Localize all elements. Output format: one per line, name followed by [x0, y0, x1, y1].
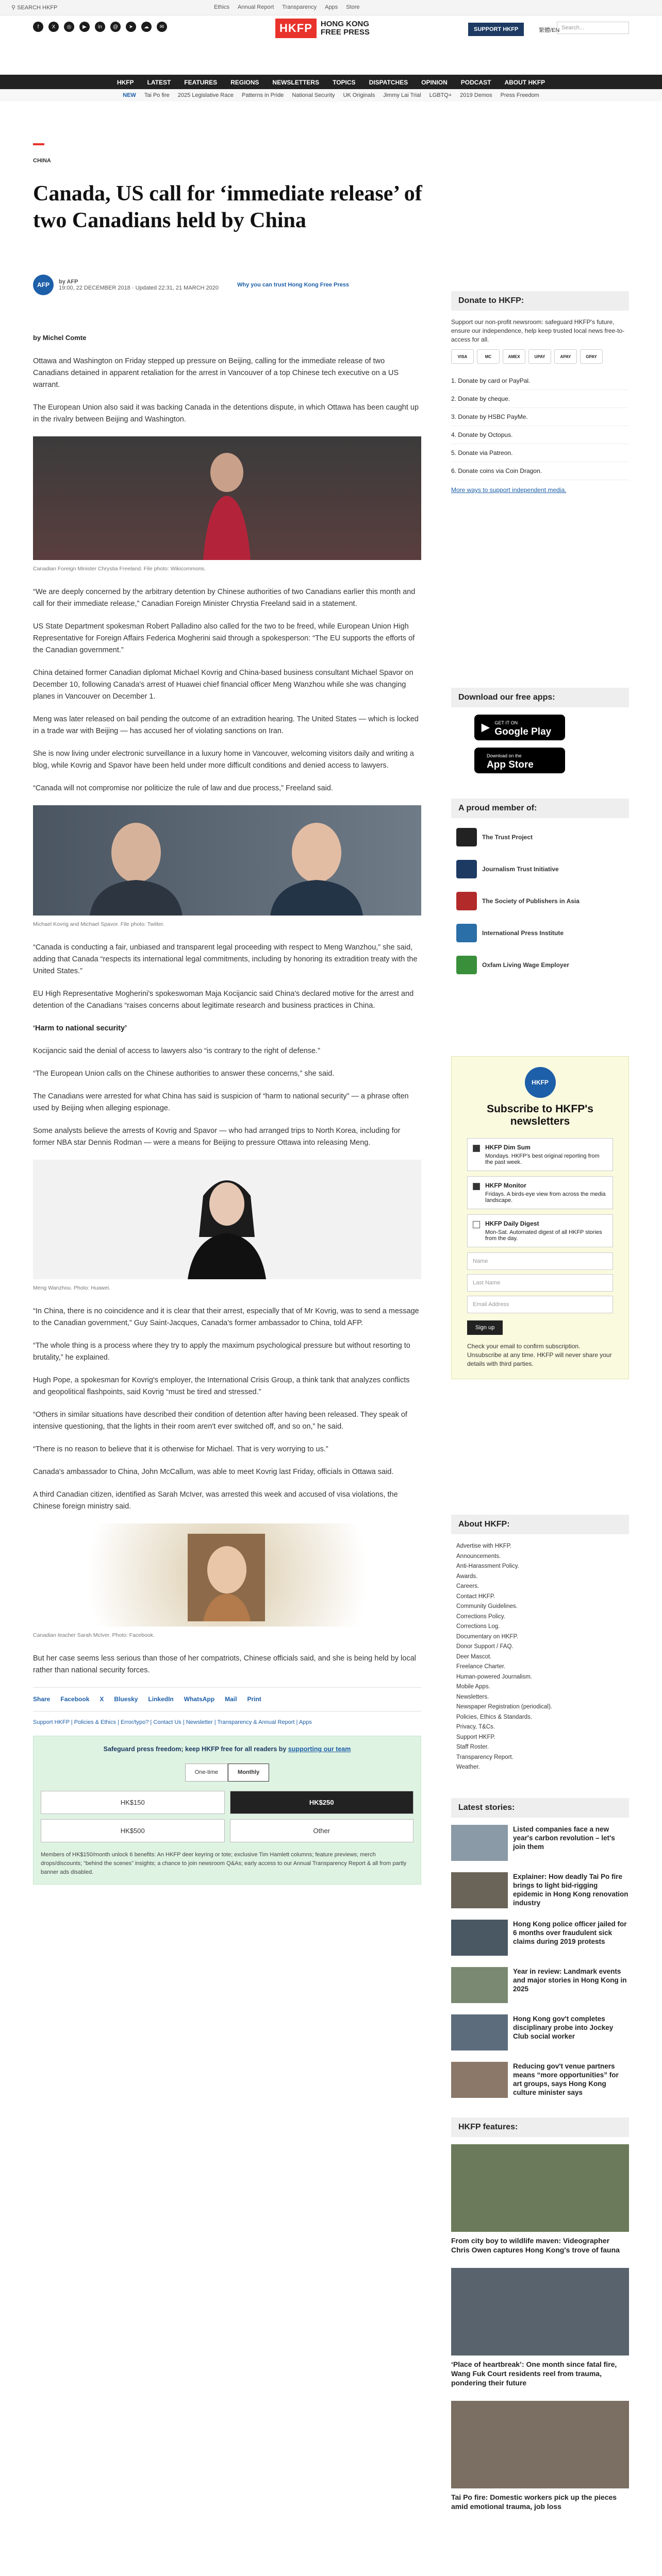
about-link[interactable]: Community Guidelines.: [456, 1603, 518, 1609]
donate-option[interactable]: 1. Donate by card or PayPal.: [451, 372, 629, 390]
subheading-text: ‘Harm to national security’: [33, 1024, 127, 1032]
latest-title: Latest stories:: [451, 1798, 629, 1818]
publish-date: 19:00, 22 DECEMBER 2018 · Updated 22:31, 21 MARCH 2020: [59, 285, 219, 291]
paragraph: “The European Union calls on the Chinese authorities to answer these concerns,” she said.: [33, 1070, 335, 1078]
sidebar-features: [451, 2117, 629, 2524]
unionpay-icon: UPAY: [528, 349, 551, 364]
newsletter-name: HKFP Dim Sum: [485, 1144, 531, 1151]
newsletter-option-monitor[interactable]: [467, 1176, 613, 1209]
oxfam-logo: [456, 956, 477, 974]
paragraph: The Canadians were arrested for what China has said is suspicion of “harm to national security” — a phrase often used by Beijing when alleging espionage.: [33, 1092, 409, 1112]
paragraph: Kocijancic said the denial of access to lawyers also “is contrary to the right of defense.”: [33, 1047, 320, 1055]
about-link[interactable]: Deer Mascot.: [456, 1653, 492, 1660]
paragraph: EU High Representative Mogherini's spokeswoman Maja Kocijancic said China's declared motive for the arrest and detention of the Canadians “raises concerns about legitimate research and business practices in China.: [33, 990, 414, 1010]
donation-heading-text: Safeguard press freedom; keep HKFP free for all readers by: [103, 1745, 288, 1753]
share-bar: [33, 1687, 421, 1711]
nav-regions[interactable]: REGIONS: [230, 79, 259, 86]
logo-mark: HKFP: [275, 19, 317, 38]
paragraph: A third Canadian citizen, identified as Sarah McIver, was arrested this week and accused of visa violations, the Chinese foreign ministry said.: [33, 1490, 398, 1511]
share-linkedin[interactable]: LinkedIn: [148, 1696, 174, 1703]
instagram-icon[interactable]: ◎: [64, 22, 74, 32]
feature-title: Tai Po fire: Domestic workers pick up the pieces amid emotional trauma, job loss: [451, 2493, 617, 2511]
x-icon[interactable]: X: [48, 22, 59, 32]
nav-opinion[interactable]: OPINION: [421, 79, 448, 86]
about-link[interactable]: Weather.: [456, 1764, 480, 1770]
donate-option[interactable]: 3. Donate by HSBC PayMe.: [451, 408, 629, 426]
email-field[interactable]: Email Address: [467, 1296, 613, 1313]
feature-title: ‘Place of heartbreak’: One month since fatal fire, Wang Fuk Court residents reel from trauma, pondering their future: [451, 2360, 617, 2387]
apps-title: Download our free apps:: [451, 688, 629, 707]
article-title: Canada, US call for ‘immediate release’ of two Canadians held by China: [33, 182, 422, 232]
jti-logo: [456, 860, 477, 878]
app-store-label: App Store: [487, 759, 534, 770]
author-avatar: AFP: [33, 275, 54, 295]
about-list: [451, 1541, 629, 1773]
utility-link-transparency[interactable]: Transparency: [282, 4, 317, 10]
share-label: Share: [33, 1696, 51, 1703]
newsletter-name: HKFP Monitor: [485, 1182, 526, 1189]
donation-frequency: [41, 1764, 413, 1782]
new-label: NEW: [123, 92, 136, 98]
paragraph: “The whole thing is a process where they try to apply the maximum psychological pressure but without resorting to brutality,” he explained.: [33, 1342, 410, 1362]
nav-features[interactable]: FEATURES: [184, 79, 218, 86]
paragraph: Hugh Pope, a spokesman for Kovrig's employer, the International Crisis Group, a think tank that analyzes conflicts and geopolitical flashpoints, said Kovrig “must be tired and stressed.”: [33, 1376, 410, 1396]
amount-other[interactable]: Other: [230, 1819, 414, 1842]
paragraph: The European Union also said it was backing Canada in the detentions dispute, in which Ottawa has been caught up in the rivalry between Beijing and Washington.: [33, 403, 419, 423]
app-store-badge[interactable]: [474, 748, 565, 773]
photo-meng-wanzhou: [33, 1160, 421, 1279]
latest-story[interactable]: [451, 1825, 629, 1861]
paragraph: But her case seems less serious than those of her compatriots, Chinese officials said, and she is being held by local rather than national security forces.: [33, 1654, 416, 1674]
trending-lgbtq[interactable]: LGBTQ+: [429, 92, 452, 98]
donate-option[interactable]: 6. Donate coins via Coin Dragon.: [451, 462, 629, 480]
trending-jimmy-lai[interactable]: Jimmy Lai Trial: [383, 92, 421, 98]
sopa-logo: [456, 892, 477, 910]
about-title: About HKFP:: [451, 1515, 629, 1534]
nav-hkfp[interactable]: HKFP: [117, 79, 134, 86]
nav-dispatches[interactable]: DISPATCHES: [369, 79, 408, 86]
donate-text[interactable]: Support our non-profit newsroom: safeguard HKFP's future, ensure our independence, help keep trusted local news free-to-access for all.: [451, 318, 625, 343]
photo-caption: Meng Wanzhou. Photo: Huawei.: [33, 1285, 111, 1291]
share-whatsapp[interactable]: WhatsApp: [184, 1696, 215, 1703]
about-link[interactable]: Transparency Report.: [456, 1754, 514, 1760]
donate-title: Donate to HKFP:: [451, 291, 629, 311]
paragraph: Ottawa and Washington on Friday stepped up pressure on Beijing, calling for the immediate release of two Canadians detained in apparent retaliation for the arrest in Vancouver of a top Chinese tech executive on a US warrant.: [33, 357, 399, 389]
social-icons: [33, 22, 167, 32]
hkfp-badge-icon: HKFP: [525, 1067, 556, 1098]
about-link[interactable]: Corrections Log.: [456, 1623, 500, 1630]
last-name-field[interactable]: Last Name: [467, 1274, 613, 1292]
utility-bar: [0, 0, 662, 15]
youtube-icon[interactable]: ▶: [79, 22, 90, 32]
about-link[interactable]: Advertise with HKFP.: [456, 1543, 512, 1549]
latest-story[interactable]: [451, 2014, 629, 2050]
paragraph: “Canada will not compromise nor politicize the rule of law and due process,” Freeland said.: [33, 784, 333, 792]
story-thumbnail: [451, 1825, 508, 1861]
nav-latest[interactable]: LATEST: [147, 79, 171, 86]
feature-story[interactable]: [451, 2401, 629, 2511]
donate-option[interactable]: 4. Donate by Octopus.: [451, 426, 629, 444]
newsletter-option-dimsum[interactable]: [467, 1138, 613, 1171]
google-play-icon: ▶: [482, 722, 490, 733]
utility-link-store[interactable]: Store: [346, 4, 360, 10]
about-link[interactable]: Documentary on HKFP.: [456, 1633, 518, 1640]
about-link[interactable]: Careers.: [456, 1583, 479, 1589]
paragraph: “There is no reason to believe that it is otherwise for Michael. That is very worrying to us.”: [33, 1445, 328, 1453]
utility-link-annual-report[interactable]: Annual Report: [237, 4, 274, 10]
email-icon[interactable]: ✉: [157, 22, 167, 32]
story-title: Listed companies face a new year's carbon revolution – let's join them: [513, 1825, 615, 1851]
checkbox-checked-icon[interactable]: [473, 1145, 480, 1152]
story-thumbnail: [451, 1872, 508, 1908]
checkbox-empty-icon[interactable]: [473, 1221, 480, 1228]
story-title: Hong Kong police officer jailed for 6 months over fraudulent sick claims during 2019 protests: [513, 1920, 627, 1945]
amount-150[interactable]: HK$150: [41, 1791, 225, 1814]
utility-link-apps[interactable]: Apps: [325, 4, 338, 10]
photo-kovrig-spavor: [33, 805, 421, 916]
story-title: Hong Kong gov't completes disciplinary probe into Jockey Club social worker: [513, 2015, 614, 2040]
story-thumbnail: [451, 1967, 508, 2003]
amex-icon: AMEX: [503, 349, 525, 364]
member-label: The Trust Project: [482, 834, 533, 841]
amount-250[interactable]: HK$250: [230, 1791, 414, 1814]
paragraph: “Canada is conducting a fair, unbiased and transparent legal proceeding with respect to Meng Wanzhou,” she said, adding that Canada “respects its international legal commitments, including by honoring its extradition treaty with the United States.”: [33, 943, 418, 975]
story-title: Year in review: Landmark events and major stories in Hong Kong in 2025: [513, 1968, 627, 1993]
donation-note: Members of HK$150/month unlock 6 benefits: An HKFP deer keyring or tote; exclusive Tim Hamlett columns; feature previews; merch drops/discounts; “behind the scenes” insights; a chance to join newsroom Q&As; early access to our Annual Transparency Report & all from partly banner ads disabled.: [41, 1852, 407, 1875]
utility-link-ethics[interactable]: Ethics: [214, 4, 229, 10]
photo-caption: Michael Kovrig and Michael Spavor. File photo: Twitter.: [33, 921, 164, 927]
donate-option[interactable]: 5. Donate via Patreon.: [451, 444, 629, 462]
photo-caption: Canadian Foreign Minister Chrystia Freeland. File photo: Wikicommons.: [33, 566, 206, 572]
about-link[interactable]: Awards.: [456, 1573, 478, 1580]
share-x[interactable]: X: [100, 1696, 104, 1703]
about-link[interactable]: Announcements.: [456, 1553, 501, 1560]
visa-icon: VISA: [451, 349, 474, 364]
article-meta: [33, 275, 349, 295]
donation-amounts: [41, 1791, 413, 1842]
photo-sarah-mciver: [33, 1523, 421, 1626]
newsletter-box: [451, 1056, 629, 1379]
newsletter-name: HKFP Daily Digest: [485, 1220, 539, 1227]
member-label: Oxfam Living Wage Employer: [482, 961, 569, 969]
newsletter-desc: Fridays. A birds-eye view from across the media landscape.: [485, 1191, 606, 1204]
paragraph: “In China, there is no coincidence and it is clear that their arrest, especially that of Mr Kovrig, was to send a message to the Canadian government,” Guy Saint-Jacques, Canada's former ambassador to China, told AFP.: [33, 1307, 419, 1327]
share-bluesky[interactable]: Bluesky: [114, 1696, 138, 1703]
share-facebook[interactable]: Facebook: [60, 1696, 90, 1703]
trust-link[interactable]: Why you can trust Hong Kong Free Press: [237, 282, 349, 288]
feature-image: [451, 2401, 629, 2488]
donation-heading-link[interactable]: supporting our team: [288, 1745, 351, 1753]
share-mail[interactable]: Mail: [225, 1696, 237, 1703]
about-link[interactable]: Newspaper Registration (periodical).: [456, 1704, 552, 1710]
sidebar-members: [451, 799, 629, 985]
about-link[interactable]: Newsletters.: [456, 1693, 489, 1700]
story-thumbnail: [451, 2014, 508, 2050]
first-name-field[interactable]: Name: [467, 1252, 613, 1270]
nav-about[interactable]: ABOUT HKFP: [504, 79, 545, 86]
tab-one-time[interactable]: One-time: [185, 1764, 228, 1782]
article-category[interactable]: CHINA: [33, 158, 51, 164]
logo-line-1: HONG KONG: [320, 20, 370, 28]
nav-podcast[interactable]: PODCAST: [460, 79, 491, 86]
feature-image: [451, 2144, 629, 2232]
logo-line-2: FREE PRESS: [320, 28, 370, 37]
article-body: [33, 355, 421, 1885]
paragraph: Some analysts believe the arrests of Kovrig and Spavor — who had arranged trips to North Korea, including for former NBA star Dennis Rodman — were a means for Beijing to pressure Ottawa into releasing Meng.: [33, 1127, 401, 1147]
trending-bar: [0, 89, 662, 101]
more-ways-link[interactable]: More ways to support independent media.: [451, 486, 567, 494]
trending-press-freedom[interactable]: Press Freedom: [500, 92, 539, 98]
story-title: Reducing gov't venue partners means “more opportunities” for art groups, says Hong Kong culture minister says: [513, 2062, 619, 2096]
latest-story[interactable]: [451, 1967, 629, 2003]
google-play-badge[interactable]: [474, 715, 565, 740]
donate-option[interactable]: 2. Donate by cheque.: [451, 390, 629, 408]
about-link[interactable]: Staff Roster.: [456, 1744, 489, 1750]
trending-tai-po-fire[interactable]: Tai Po fire: [144, 92, 170, 98]
signup-note: Check your email to confirm subscription. Unsubscribe at any time. HKFP will never share your details with third parties.: [467, 1343, 612, 1367]
nav-newsletters[interactable]: NEWSLETTERS: [272, 79, 320, 86]
ipi-logo: [456, 924, 477, 942]
photo-freeland: [33, 436, 421, 560]
newsletter-desc: Mon-Sat. Automated digest of all HKFP stories from the day.: [485, 1229, 602, 1242]
about-link[interactable]: Corrections Policy.: [456, 1613, 506, 1620]
trending-legco-race[interactable]: 2025 Legislative Race: [177, 92, 234, 98]
feature-image: [451, 2268, 629, 2355]
latest-story[interactable]: [451, 2062, 629, 2098]
member-ipi[interactable]: [451, 921, 629, 945]
checkbox-checked-icon[interactable]: [473, 1183, 480, 1190]
paragraph: Meng was later released on bail pending the outcome of an extradition hearing. The United States — which is locked in a trade war with Beijing — has accused her of violating sanctions on Iran.: [33, 715, 419, 735]
top-search-link[interactable]: ⚲ SEARCH HKFP: [11, 5, 58, 11]
language-toggle[interactable]: 繁體/EN: [539, 27, 560, 33]
sidebar-about: [451, 1515, 629, 1773]
google-play-text: [494, 718, 551, 737]
paragraph: US State Department spokesman Robert Palladino also called for the two to be freed, while European Union High Representative for Foreign Affairs Federica Mogherini said through a spokesperson: “The EU supports the efforts of the Canadian government.”: [33, 622, 415, 654]
trust-project-logo: [456, 828, 477, 846]
mastercard-icon: MC: [477, 349, 500, 364]
payment-cards: [451, 349, 629, 365]
latest-story[interactable]: [451, 1872, 629, 1908]
sidebar-latest: [451, 1798, 629, 2109]
threads-icon[interactable]: @: [110, 22, 121, 32]
linkedin-icon[interactable]: in: [95, 22, 105, 32]
features-title: HKFP features:: [451, 2117, 629, 2137]
footer-links[interactable]: Support HKFP | Policies & Ethics | Error/typo? | Contact Us | Newsletter | Transparency & Annual Report | Apps: [33, 1719, 312, 1725]
about-link[interactable]: Policies, Ethics & Standards.: [456, 1714, 533, 1720]
app-store-text: [487, 751, 534, 770]
donation-box: [33, 1736, 421, 1885]
member-label: International Press Institute: [482, 929, 564, 937]
subheading: [33, 1023, 421, 1035]
trending-national-security[interactable]: National Security: [292, 92, 335, 98]
donation-heading: [41, 1743, 413, 1755]
member-sopa[interactable]: [451, 889, 629, 913]
about-link[interactable]: Contact HKFP.: [456, 1593, 495, 1600]
photo-caption: Canadian teacher Sarah McIver. Photo: Facebook.: [33, 1632, 155, 1638]
about-link[interactable]: Mobile Apps.: [456, 1684, 490, 1690]
support-hkfp-button[interactable]: SUPPORT HKFP: [468, 23, 524, 36]
share-print[interactable]: Print: [247, 1696, 261, 1703]
about-link[interactable]: Support HKFP.: [456, 1734, 495, 1740]
app-store-small: Download on the: [487, 753, 522, 758]
author-date: [59, 279, 219, 291]
nav-topics[interactable]: TOPICS: [333, 79, 356, 86]
header-search-input[interactable]: Search...: [557, 22, 629, 34]
amount-500[interactable]: HK$500: [41, 1819, 225, 1842]
feature-story[interactable]: [451, 2144, 629, 2255]
telegram-icon[interactable]: ➤: [126, 22, 136, 32]
top-search-label: SEARCH HKFP: [17, 5, 58, 11]
latest-story[interactable]: [451, 1920, 629, 1956]
apple-pay-icon: APAY: [554, 349, 577, 364]
section-accent-bar: [33, 143, 44, 145]
member-trust-project[interactable]: [451, 825, 629, 849]
main-nav: [0, 75, 662, 89]
google-pay-icon: GPAY: [580, 349, 603, 364]
author-name[interactable]: by AFP: [59, 279, 78, 285]
about-link[interactable]: Human-powered Journalism.: [456, 1673, 533, 1680]
bluesky-icon[interactable]: ☁: [141, 22, 152, 32]
tab-monthly[interactable]: Monthly: [228, 1764, 269, 1782]
newsletter-title: Subscribe to HKFP's newsletters: [487, 1103, 593, 1127]
feature-title: From city boy to wildlife maven: Videographer Chris Owen captures Hong Kong's trove of fauna: [451, 2236, 620, 2254]
about-link[interactable]: Anti-Harassment Policy.: [456, 1563, 519, 1569]
paragraph: “We are deeply concerned by the arbitrary detention by Chinese authorities of two Canadians earlier this month and call for their immediate release,” Canadian Foreign Minister Chrystia Freeland said in a statement.: [33, 588, 416, 608]
article-byline: by Michel Comte: [33, 334, 87, 342]
paragraph: China detained former Canadian diplomat Michael Kovrig and China-based business consultant Michael Spavor on December 10, following Canada's arrest of Huawei chief financial officer Meng Wanzhou while she was changing planes in Vancouver on December 1.: [33, 669, 413, 701]
members-title: A proud member of:: [451, 799, 629, 818]
newsletter-option-digest[interactable]: [467, 1214, 613, 1247]
sidebar-donate: [451, 291, 629, 494]
site-logo[interactable]: [275, 19, 370, 38]
paragraph: Canada's ambassador to China, John McCallum, was able to meet Kovrig last Friday, officials in Ottawa said.: [33, 1468, 394, 1476]
signup-button[interactable]: Sign up: [467, 1320, 503, 1335]
about-link[interactable]: Privacy, T&Cs.: [456, 1724, 495, 1730]
paragraph: She is now living under electronic surveillance in a luxury home in Vancouver, welcoming visitors daily and writing a blog, while Kovrig and Spavor have been held under more difficult conditions and denied access to lawyers.: [33, 750, 414, 770]
member-jti[interactable]: [451, 857, 629, 881]
member-label: Journalism Trust Initiative: [482, 866, 559, 873]
about-link[interactable]: Freelance Charter.: [456, 1664, 506, 1670]
story-thumbnail: [451, 2062, 508, 2098]
story-title: Explainer: How deadly Tai Po fire brings to light bid-rigging epidemic in Hong Kong renovation industry: [513, 1873, 628, 1907]
trending-patterns-in-pride[interactable]: Patterns in Pride: [241, 92, 284, 98]
story-thumbnail: [451, 1920, 508, 1956]
logo-wordmark: [321, 20, 370, 37]
feature-story[interactable]: [451, 2268, 629, 2387]
member-oxfam[interactable]: [451, 953, 629, 977]
newsletter-desc: Mondays. HKFP's best original reporting from the past week.: [485, 1153, 600, 1165]
sidebar-apps: [451, 688, 629, 781]
utility-links: [214, 4, 360, 10]
google-play-small: GET IT ON: [494, 720, 518, 725]
about-link[interactable]: Donor Support / FAQ.: [456, 1643, 514, 1650]
trending-2019-demos[interactable]: 2019 Demos: [460, 92, 492, 98]
paragraph: “Others in similar situations have described their condition of detention after having been released. They speak of intensive questioning, that the lights in their room aren't ever switched off, and so on,” he said.: [33, 1411, 407, 1431]
member-label: The Society of Publishers in Asia: [482, 897, 580, 905]
trending-uk-originals[interactable]: UK Originals: [343, 92, 375, 98]
facebook-icon[interactable]: f: [33, 22, 43, 32]
google-play-label: Google Play: [494, 726, 552, 737]
